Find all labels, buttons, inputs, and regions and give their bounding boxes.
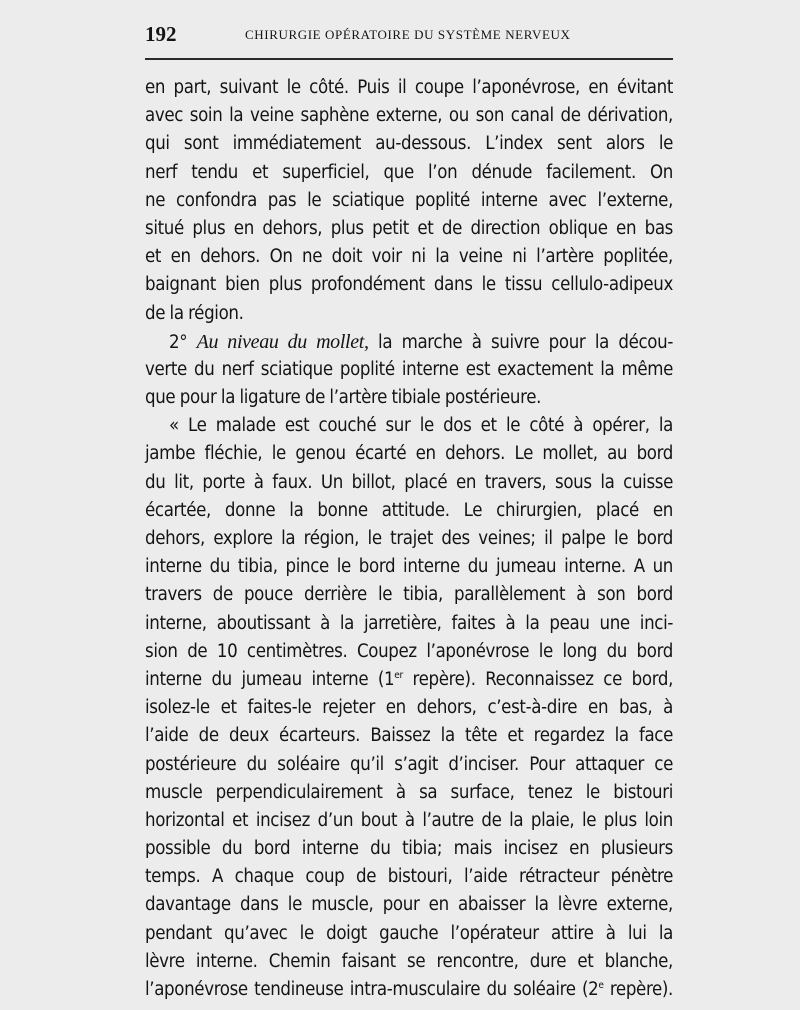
text-line: lèvre interne. Chemin faisant se rencontre, dure et blanche,	[145, 950, 673, 972]
text-line: nerf tendu et superficiel, que l’on dénude facilement. On	[145, 161, 673, 183]
italic-heading: Au niveau du mollet,	[196, 330, 369, 353]
text-line: et en dehors. On ne doit voir ni la veine ni l’artère poplitée,	[145, 246, 673, 268]
text-line: verte du nerf sciatique poplité interne est exactement la même	[145, 358, 673, 380]
text-line: l’aponévrose tendineuse intra-musculaire du soléaire (2e repère).	[145, 979, 673, 1000]
text-line: jambe fléchie, le genou écarté en dehors. Le mollet, au bord	[145, 443, 673, 465]
text-line: davantage dans le muscle, pour en abaisser la lèvre externe,	[145, 894, 673, 916]
text-line: interne du tibia, pince le bord interne du jumeau interne. A un	[145, 556, 673, 578]
page-header	[145, 22, 673, 46]
text-line: muscle perpendiculairement à sa surface, tenez le bistouri	[145, 781, 673, 803]
page-number: 192	[145, 22, 177, 46]
text-line: temps. A chaque coup de bistouri, l’aide rétracteur pénètre	[145, 866, 673, 888]
text-line: horizontal et incisez d’un bout à l’autre de la plaie, le plus loin	[145, 809, 673, 831]
running-title: CHIRURGIE OPÉRATOIRE DU SYSTÈME NERVEUX	[245, 27, 571, 42]
text-line: pendant qu’avec le doigt gauche l’opérateur attire à lui la	[145, 922, 673, 944]
section-heading-line: 2° Au niveau du mollet, la marche à suivre pour la décou-	[169, 330, 673, 353]
body-text	[145, 74, 673, 1004]
quote-start-line: « Le malade est couché sur le dos et le côté à opérer, la	[169, 415, 673, 437]
text-line: possible du bord interne du tibia; mais incisez en plusieurs	[145, 838, 673, 860]
text-line: situé plus en dehors, plus petit et de direction oblique en bas	[145, 217, 673, 239]
text-line: ne confondra pas le sciatique poplité interne avec l’externe,	[145, 189, 673, 211]
text-line: dehors, explore la région, le trajet des veines; il palpe le bord	[145, 528, 673, 549]
text-line: sion de 10 centimètres. Coupez l’aponévrose le long du bord	[145, 640, 673, 662]
text-line: en part, suivant le côté. Puis il coupe l’aponévrose, en évitant	[145, 77, 673, 98]
text-line: que pour la ligature de l’artère tibiale postérieure.	[145, 387, 542, 409]
text-line: écartée, donne la bonne attitude. Le chirurgien, placé en	[145, 499, 673, 521]
text-line: avec soin la veine saphène externe, ou son canal de dérivation,	[145, 105, 673, 127]
text-line: interne du jumeau interne (1er repère). Reconnaissez ce bord,	[145, 668, 674, 690]
text-line: de la région.	[145, 302, 244, 324]
text-line: baignant bien plus profondément dans le tissu cellulo-adipeux	[145, 274, 673, 296]
header-rule	[145, 58, 673, 60]
text-line: isolez-le et faites-le rejeter en dehors, c’est-à-dire en bas, à	[145, 697, 673, 719]
text-line: l’aide de deux écarteurs. Baissez la tête et regardez la face	[145, 725, 673, 747]
text-line: qui sont immédiatement au-dessous. L’index sent alors le	[145, 133, 673, 155]
text-line: du lit, porte à faux. Un billot, placé en travers, sous la cuisse	[145, 471, 673, 493]
text-line: postérieure du soléaire qu’il s’agit d’inciser. Pour attaquer ce	[145, 753, 673, 775]
text-line: interne, aboutissant à la jarretière, faites à la peau une inci-	[145, 612, 673, 634]
text-line: travers de pouce derrière le tibia, parallèlement à son bord	[145, 584, 673, 606]
